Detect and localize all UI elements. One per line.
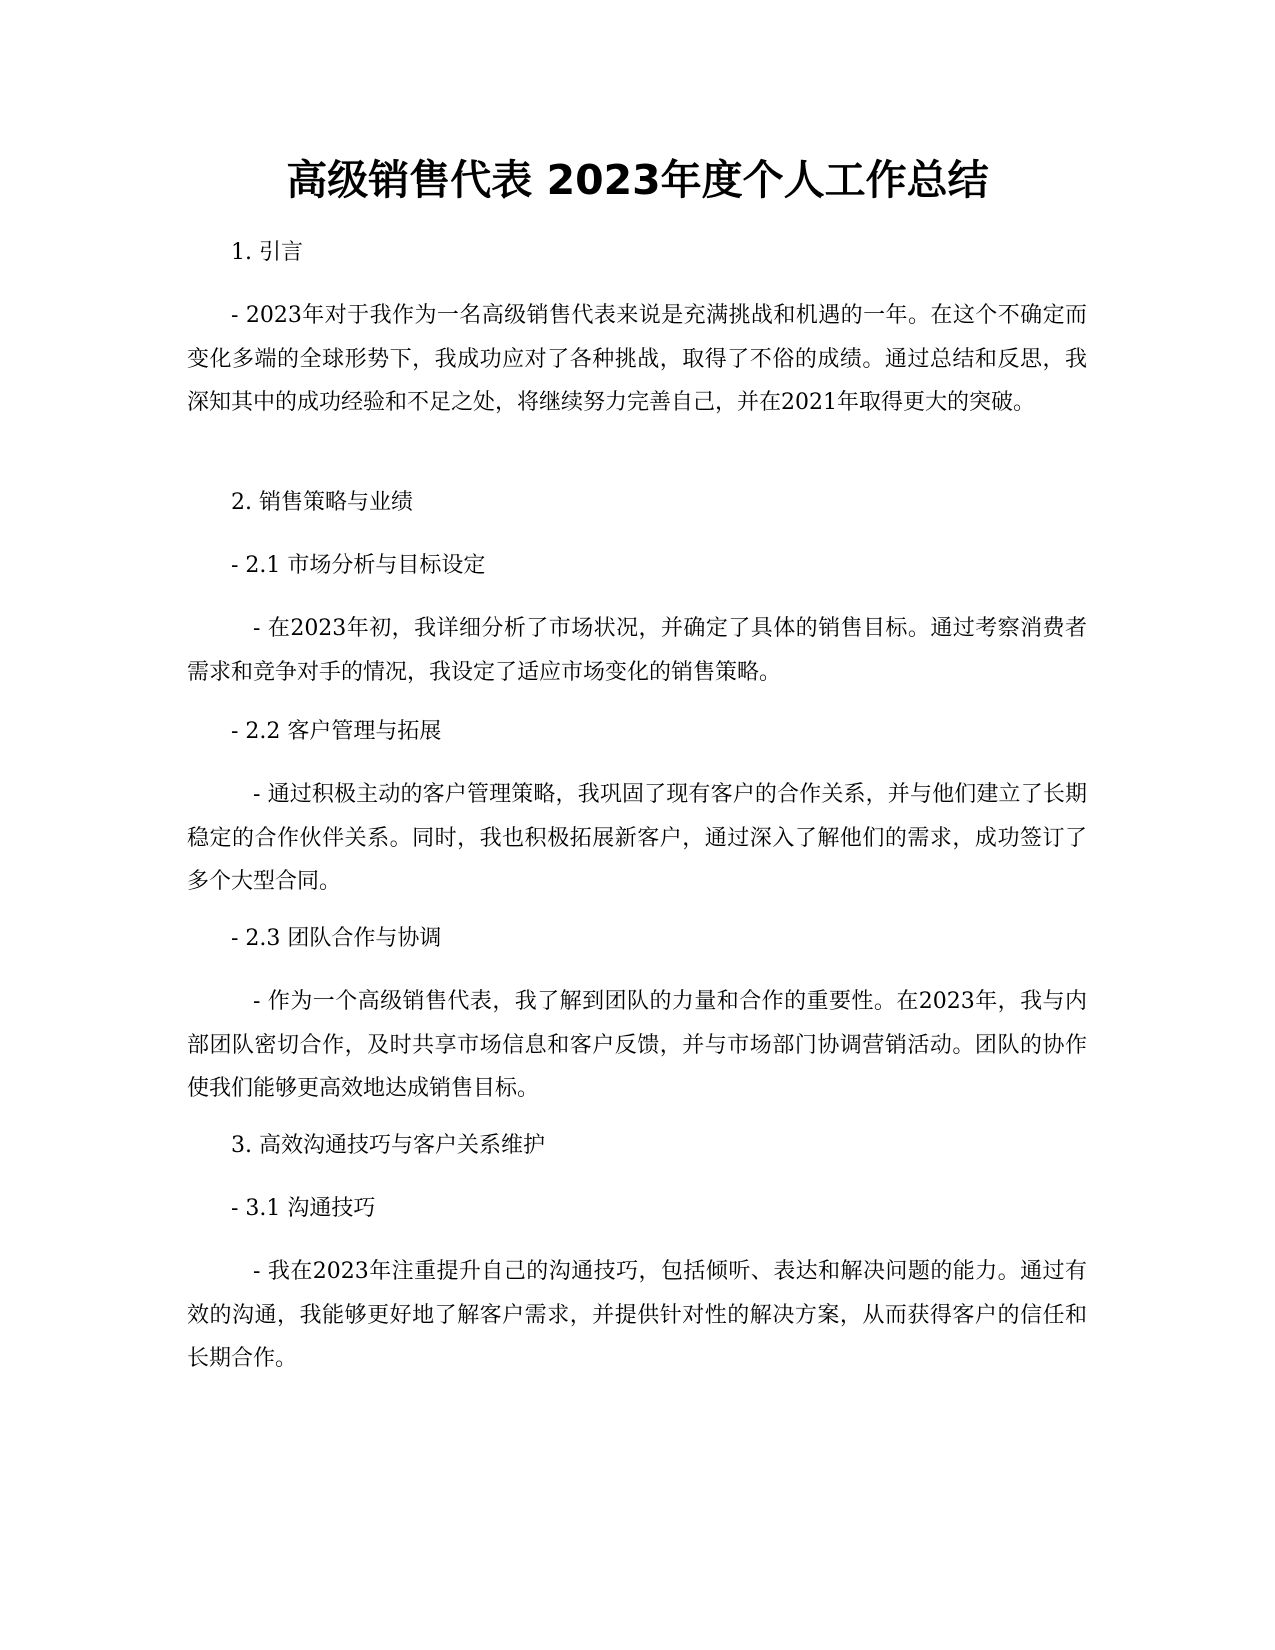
document-title: 高级销售代表 2023年度个人工作总结 bbox=[286, 156, 989, 204]
subsection-heading-communication-skills: - 3.1 沟通技巧 bbox=[231, 1196, 376, 1221]
market-analysis-paragraph: - 在2023年初，我详细分析了市场状况，并确定了具体的销售目标。通过考察消费者需求和竞争对手的情况，我设定了适应市场变化的销售策略。 bbox=[187, 616, 1087, 685]
subsection-heading-customer-management: - 2.2 客户管理与拓展 bbox=[231, 719, 442, 744]
section-heading-sales-strategy: 2. 销售策略与业绩 bbox=[231, 490, 413, 515]
section-heading-communication: 3. 高效沟通技巧与客户关系维护 bbox=[231, 1133, 545, 1158]
section-heading-introduction: 1. 引言 bbox=[231, 240, 303, 265]
introduction-paragraph: - 2023年对于我作为一名高级销售代表来说是充满挑战和机遇的一年。在这个不确定而变化多端的全球形势下，我成功应对了各种挑战，取得了不俗的成绩。通过总结和反思，我深知其中的成功经验和不足之处，将继续努力完善自己，并在2021年取得更大的突破。 bbox=[187, 303, 1087, 415]
subsection-heading-market-analysis: - 2.1 市场分析与目标设定 bbox=[231, 553, 486, 578]
subsection-heading-teamwork: - 2.3 团队合作与协调 bbox=[231, 926, 442, 951]
communication-skills-paragraph: - 我在2023年注重提升自己的沟通技巧，包括倾听、表达和解决问题的能力。通过有效的沟通，我能够更好地了解客户需求，并提供针对性的解决方案，从而获得客户的信任和长期合作。 bbox=[187, 1259, 1087, 1371]
customer-management-paragraph: - 通过积极主动的客户管理策略，我巩固了现有客户的合作关系，并与他们建立了长期稳定的合作伙伴关系。同时，我也积极拓展新客户，通过深入了解他们的需求，成功签订了多个大型合同。 bbox=[187, 782, 1087, 894]
teamwork-paragraph: - 作为一个高级销售代表，我了解到团队的力量和合作的重要性。在2023年，我与内部团队密切合作，及时共享市场信息和客户反馈，并与市场部门协调营销活动。团队的协作使我们能够更高效地达成销售目标。 bbox=[187, 989, 1087, 1101]
